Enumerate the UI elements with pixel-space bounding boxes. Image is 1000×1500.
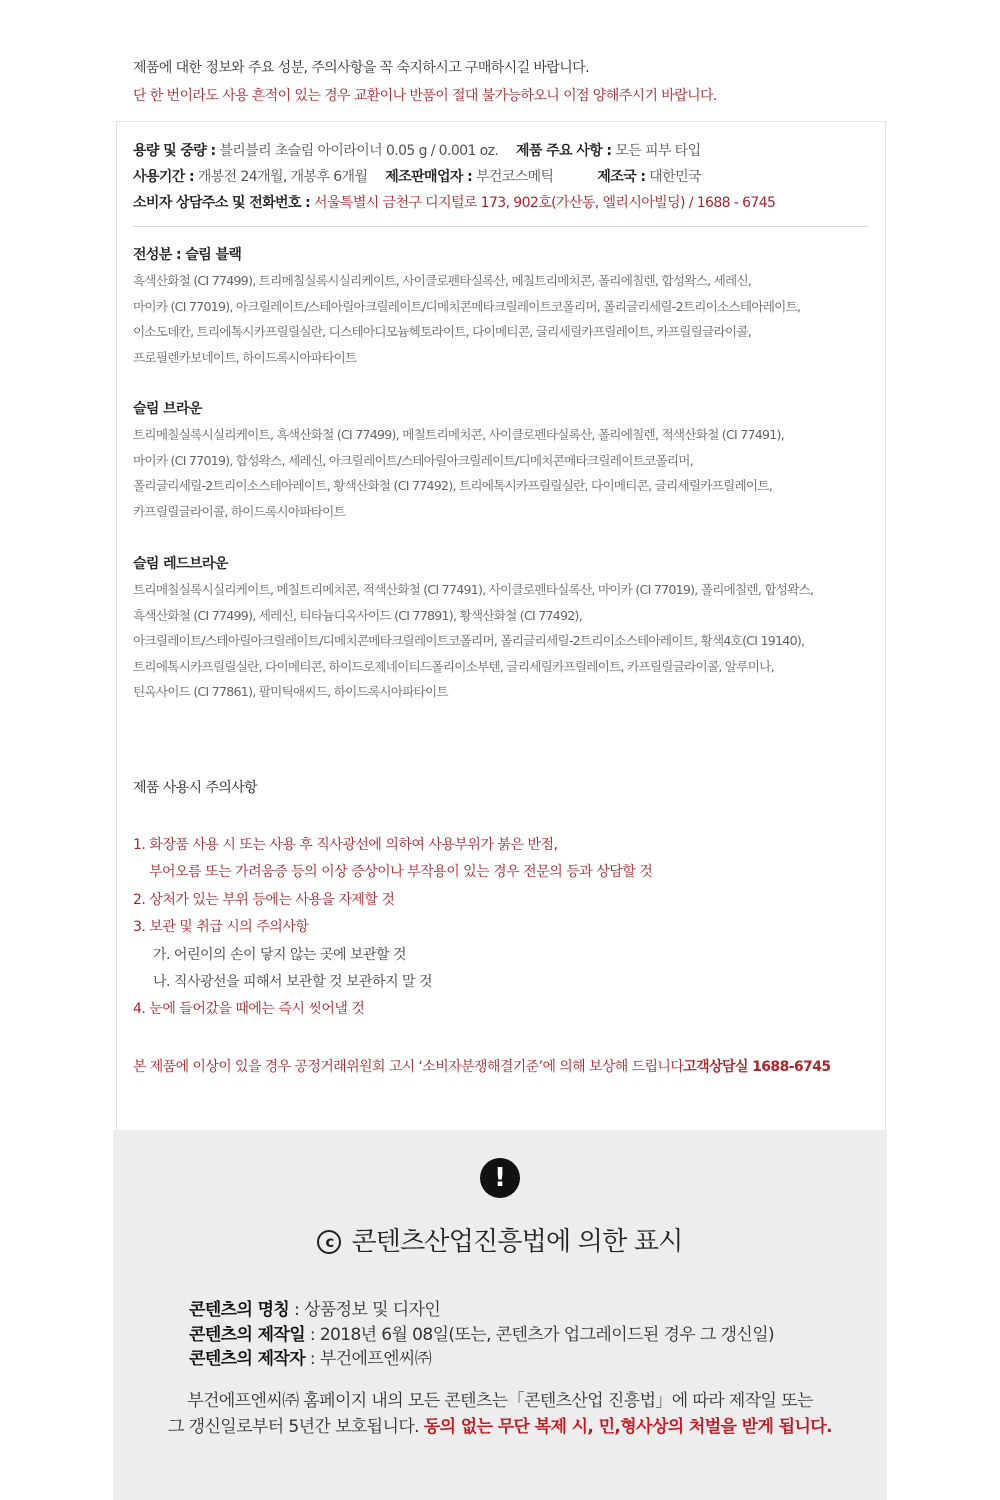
protection-line-2-text: 그 갱신일로부터 5년간 보호됩니다. [168, 1417, 424, 1437]
protection-warning: 동의 없는 무단 복제 시, 민,형사상의 처벌을 받게 됩니다. [423, 1417, 832, 1437]
caution-item-3: 3. 보관 및 취급 시의 주의사항 [133, 919, 309, 936]
protection-line-1: 부건에프엔씨㈜ 홈페이지 내의 모든 콘텐츠는「콘텐츠산업 진흥법」에 따라 제작일 또는 [187, 1391, 813, 1411]
ingredients-slim-red-brown [133, 551, 873, 705]
content-meta [189, 1298, 774, 1372]
period-value: 개봉전 24개월, 개봉후 6개월 [197, 169, 368, 185]
exclamation-icon: ! [480, 1158, 520, 1198]
feature-label: 제품 주요 사항 : [516, 143, 612, 159]
ingredients-line: 흑색산화철 (CI 77499), 세레신, 티타늄디옥사이드 (CI 77891), 황색산화철 (CI 77492), [133, 607, 582, 623]
country-label: 제조국 : [597, 169, 646, 185]
ingredients-line: 폴리글리세릴-2트리이소스테아레이트, 황색산화철 (CI 77492), 트리에톡시카프릴릴실란, 다이메티콘, 글리세릴카프릴레이트, [133, 478, 773, 494]
product-spec [133, 138, 868, 216]
ingredients-line: 이소도데칸, 트리에톡시카프릴릴실란, 디스테아디모늄헥토라이트, 다이메티콘, 글리세릴카프릴레이트, 카프릴릴글라이콜, [133, 324, 751, 340]
ingredients-title: 전성분 : 슬림 블랙 [133, 247, 242, 263]
caution-item-4: 4. 눈에 들어갔을 때에는 즉시 씻어낼 것 [133, 1001, 365, 1018]
product-info-box [116, 121, 886, 1131]
caution-title: 제품 사용시 주의사항 [133, 780, 258, 796]
content-date-label: 콘텐츠의 제작일 [189, 1324, 306, 1345]
notice-title [113, 1224, 887, 1260]
consumer-label: 소비자 상담주소 및 전화번호 : [133, 195, 311, 211]
maker-label: 제조판매업자 : [385, 169, 473, 185]
intro-line-2-warning: 단 한 번이라도 사용 흔적이 있는 경우 교환이나 반품이 절대 불가능하오니 이점 양해주시기 바랍니다. [133, 88, 717, 104]
capacity-label: 용량 및 중량 : [133, 143, 216, 159]
divider [133, 226, 868, 227]
content-maker-value: : 부건에프엔씨㈜ [305, 1349, 432, 1369]
content-name-label: 콘텐츠의 명칭 [189, 1300, 290, 1320]
caution-item-3a: 가. 어린이의 손이 닿지 않는 곳에 보관할 것 [153, 946, 407, 963]
content-name-value: : 상품정보 및 디자인 [289, 1300, 441, 1320]
country-value: 대한민국 [649, 169, 701, 185]
caution-item-3b: 나. 직사광선을 피해서 보관할 것 보관하지 말 것 [153, 973, 433, 990]
ingredients-line: 아크릴레이트/스테아릴아크릴레이트/디메치콘메타크릴레이트코폴리머, 폴리글리세릴-2트리이소스테아레이트, 황색4호(CI 19140), [133, 633, 805, 649]
ingredients-slim-brown [133, 396, 873, 524]
caution-list [133, 832, 873, 1024]
content-date-row [189, 1323, 774, 1348]
content-name-row [189, 1298, 774, 1323]
content-date-value: : 2018년 6월 08일(또는, 콘텐츠가 업그레이드된 경우 그 갱신일) [305, 1324, 775, 1345]
notice-title-text: 콘텐츠산업진흥법에 의한 표시 [351, 1227, 683, 1257]
feature-value: 모든 피부 타입 [615, 143, 701, 159]
ingredients-line: 마이카 (CI 77019), 아크릴레이트/스테아릴아크릴레이트/디메치콘메타크릴레이트코폴리머, 폴리글리세릴-2트리이소스테아레이트, [133, 298, 801, 314]
intro-line-1: 제품에 대한 정보와 주요 성분, 주의사항을 꼭 숙지하시고 구매하시길 바랍니다. [133, 60, 589, 76]
caution-item-1-cont: 부어오름 또는 가려움증 등의 이상 증상이나 부작용이 있는 경우 전문의 등과 상담할 것 [149, 864, 653, 881]
ingredients-title: 슬림 레드브라운 [133, 556, 228, 572]
compensation-notice [133, 1056, 830, 1076]
compensation-text: 본 제품에 이상이 있을 경우 공정거래위원회 고시 ‘소비자분쟁해결기준’에 의해 보상해 드립니다 [133, 1059, 684, 1075]
ingredients-line: 흑색산화철 (CI 77499), 트리메칠실록시실리케이트, 사이클로펜타실록산, 메칠트리메치콘, 폴리에칠렌, 합성왁스, 세레신, [133, 273, 752, 288]
spec-row-period [133, 164, 868, 190]
copyright-notice-panel [113, 1130, 887, 1500]
ingredients-slim-black [133, 242, 873, 370]
ingredients-line: 마이카 (CI 77019), 합성왁스, 세레신, 아크릴레이트/스테아릴아크릴레이트/디메치콘메타크릴레이트코폴리머, [133, 452, 693, 468]
protection-description [113, 1388, 887, 1440]
ingredients-title: 슬림 브라운 [133, 401, 202, 417]
content-maker-label: 콘텐츠의 제작자 [189, 1349, 306, 1369]
caution-item-1: 1. 화장품 사용 시 또는 사용 후 직사광선에 의하여 사용부위가 붉은 반점, [133, 837, 558, 853]
consumer-value: 서울특별시 금천구 디지털로 173, 902호(가산동, 엘리시아빌딩) / 1688 - 6745 [314, 195, 776, 211]
capacity-value: 블리블리 초슬림 아이라이너 0.05 g / 0.001 oz. [219, 143, 499, 159]
customer-center-phone: 고객상담실 1688-6745 [683, 1059, 831, 1075]
content-maker-row [189, 1347, 774, 1372]
ingredients-line: 프로필렌카보네이트, 하이드록시아파타이트 [133, 349, 357, 365]
spec-row-capacity [133, 138, 868, 164]
protection-line-2 [113, 1414, 887, 1440]
ingredients-line: 카프릴릴글라이콜, 하이드록시아파타이트 [133, 503, 345, 519]
ingredients-line: 틴옥사이드 (CI 77861), 팔미틱애씨드, 하이드록시아파타이트 [133, 684, 448, 700]
caution-item-2: 2. 상처가 있는 부위 등에는 사용을 자제할 것 [133, 891, 395, 908]
maker-value: 부건코스메틱 [475, 169, 554, 185]
ingredients-line: 트리메칠실록시실리케이트, 흑색산화철 (CI 77499), 메칠트리메치콘, 사이클로펜타실록산, 폴리에칠렌, 적색산화철 (CI 77491), [133, 427, 784, 442]
spec-row-consumer [133, 190, 868, 216]
intro-notice [133, 58, 893, 106]
period-label: 사용기간 : [133, 169, 194, 185]
copyright-icon: c [317, 1230, 341, 1254]
ingredients-line: 트리에톡시카프릴릴실란, 다이메티콘, 하이드로제네이티드폴리이소부텐, 글리세릴카프릴레이트, 카프릴릴글라이콜, 알루미나, [133, 658, 774, 674]
ingredients-line: 트리메칠실록시실리케이트, 메칠트리메치콘, 적색산화철 (CI 77491), 사이클로펜타실록산, 마이카 (CI 77019), 폴리에칠렌, 합성왁스, [133, 582, 814, 597]
